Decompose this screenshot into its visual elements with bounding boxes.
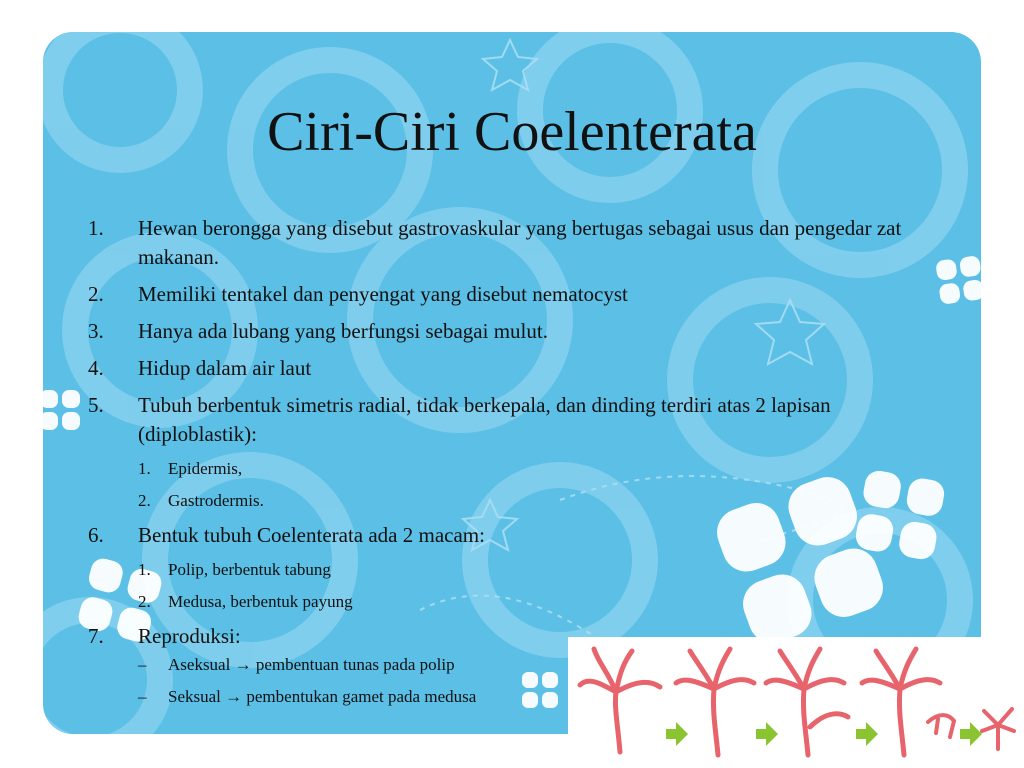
sub-item: [138, 457, 948, 481]
list-text: Reproduksi:: [138, 624, 241, 648]
polyp-2: [676, 649, 754, 755]
sub-text: Seksual → pembentukan gamet pada medusa: [168, 687, 477, 706]
list-text: Hidup dalam air laut: [138, 356, 312, 380]
list-item-4: [88, 354, 948, 383]
sub-number: 2.: [138, 491, 151, 510]
dash-bullet: –: [138, 687, 147, 706]
list-item-3: [88, 317, 948, 346]
list-text: Memiliki tentakel dan penyengat yang disebut nematocyst: [138, 282, 628, 306]
polyp-4: [862, 649, 940, 755]
sub-text: Medusa, berbentuk payung: [168, 592, 353, 611]
list-item-1: [88, 214, 948, 272]
list-text: Tubuh berbentuk simetris radial, tidak berkepala, dan dinding terdiri atas 2 lapisan (diploblastik):: [138, 393, 831, 446]
sub-text: Aseksual → pembentuan tunas pada polip: [168, 655, 455, 674]
sub-number: 1.: [138, 459, 151, 478]
polyp-1: [580, 649, 660, 752]
sub-number: 2.: [138, 592, 151, 611]
list-number: 1.: [88, 216, 104, 240]
list-item-5: [88, 391, 948, 449]
sub-item: [138, 590, 948, 614]
sub-text: Epidermis,: [168, 459, 243, 478]
arrow-icon: [960, 722, 982, 746]
arrow-icon: [756, 722, 778, 746]
polyp-3: [766, 649, 848, 755]
list-number: 4.: [88, 356, 104, 380]
sub-item: [138, 489, 948, 513]
list-item-2: [88, 280, 948, 309]
sub-number: 1.: [138, 560, 151, 579]
list-number: 2.: [88, 282, 104, 306]
sub-item: [138, 558, 948, 582]
list-item-6: [88, 521, 948, 550]
list-text: Hanya ada lubang yang berfungsi sebagai mulut.: [138, 319, 548, 343]
sub-text: Gastrodermis.: [168, 491, 264, 510]
list-text: Hewan berongga yang disebut gastrovaskular yang bertugas sebagai usus dan pengedar zat makanan.: [138, 216, 902, 269]
sub-text: Polip, berbentuk tabung: [168, 560, 331, 579]
dash-bullet: –: [138, 655, 147, 674]
list-number: 5.: [88, 393, 104, 417]
arrow-icon: [666, 722, 688, 746]
list-number: 7.: [88, 624, 104, 648]
list-number: 6.: [88, 523, 104, 547]
list-number: 3.: [88, 319, 104, 343]
arrow-icon: [856, 722, 878, 746]
list-text: Bentuk tubuh Coelenterata ada 2 macam:: [138, 523, 485, 547]
polyp-lifecycle-illustration: [568, 637, 1024, 768]
slide-title: Ciri-Ciri Coelenterata: [267, 101, 757, 163]
